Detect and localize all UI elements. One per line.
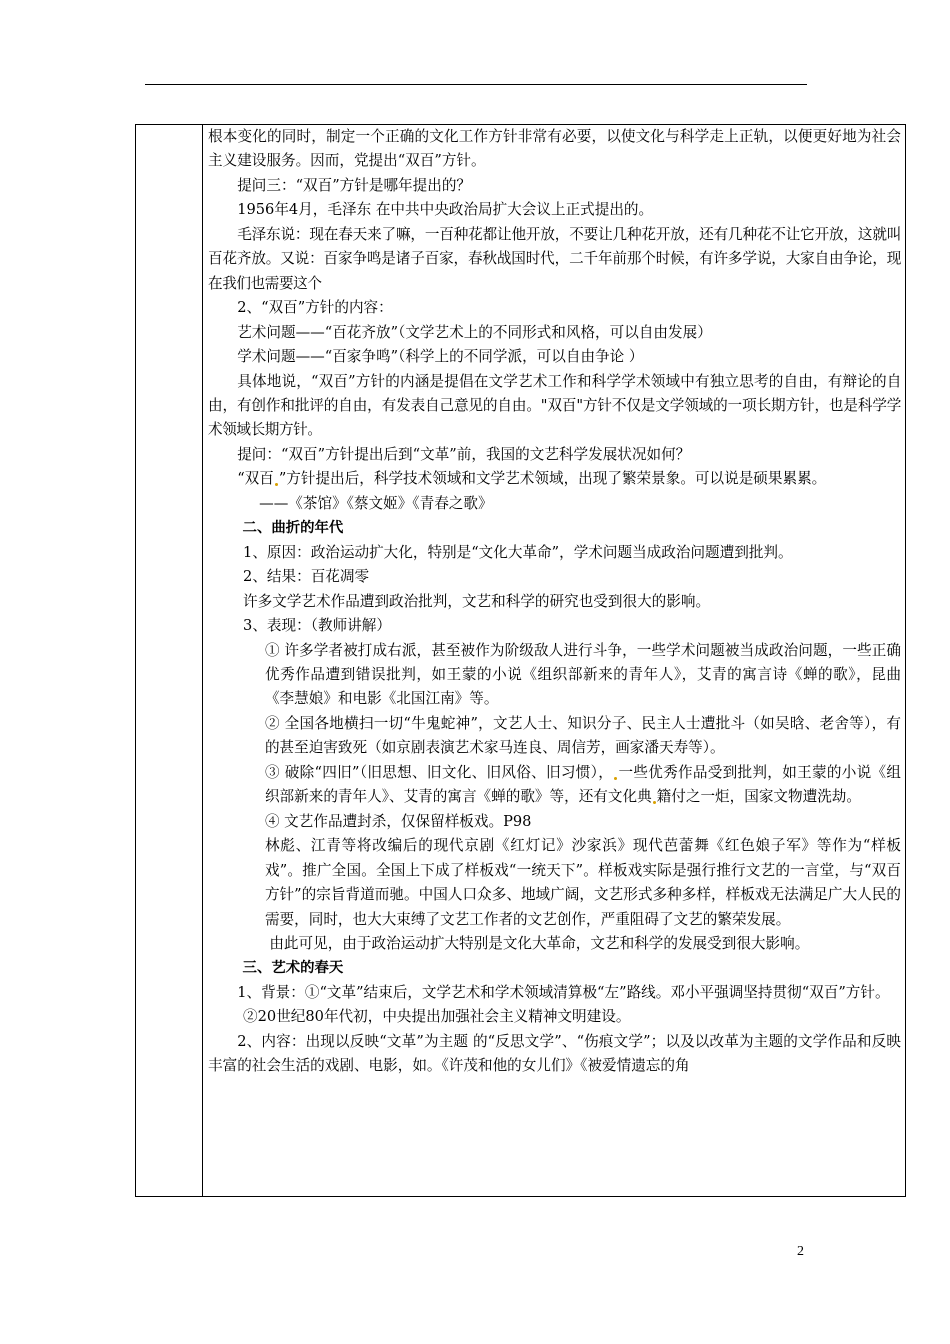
- paragraph: ②20世纪80年代初，中央提出加强社会主义精神文明建设。: [243, 1008, 631, 1026]
- paragraph: 2、结果：百花凋零: [243, 568, 370, 586]
- lesson-table: [135, 124, 906, 1197]
- text-fragment: ③ 破除“四旧”（旧思想、旧文化、旧风俗、旧习惯），: [264, 763, 614, 781]
- header-rule: [145, 84, 807, 85]
- detail-item: ② 全国各地横扫一切“牛鬼蛇神”，文艺人士、知识分子、民主人士遭批斗（如吴晗、老舍等），有的甚至迫害致死（如京剧表演艺术家马连良、周信芳，画家潘天寿等）。: [264, 714, 901, 757]
- lesson-content: [208, 125, 901, 1079]
- column-divider: [202, 125, 203, 1196]
- paragraph: 1、背景：①“文革”结束后，文学艺术和学术领域清算极“左”路线。邓小平强调坚持贯彻“双百”方针。: [237, 983, 890, 1001]
- works-list: ——《茶馆》《蔡文姬》《青春之歌》: [259, 494, 493, 512]
- subheading: 2、“双百”方针的内容：: [237, 299, 393, 317]
- section-heading: 二、曲折的年代: [242, 520, 344, 537]
- edit-mark-icon: [653, 801, 656, 804]
- conclusion: 由此可见，由于政治运动扩大特别是文化大革命，文艺和科学的发展受到很大影响。: [269, 934, 810, 952]
- text-fragment: 籍付之一炬，国家文物遭洗劫。: [656, 788, 861, 806]
- paragraph: 1、原因：政治运动扩大化，特别是“文化大革命”，学术问题当成政治问题遭到批判。: [243, 543, 793, 561]
- question: 提问：“双百”方针提出后到“文革”前，我国的文艺科学发展状况如何？: [237, 445, 691, 463]
- text-fragment: 一些优秀作品受到批判，如王蒙的小说《组织部新来的青年人》、艾青的寓言《蝉的歌》等，还有文化典: [264, 763, 901, 806]
- detail-item: [208, 761, 901, 810]
- question-three: 提问三：“双百”方针是哪年提出的？: [237, 176, 472, 194]
- paragraph: 2、内容：出现以反映“文革”为主题 的“反思文学”、“伤痕文学”；以及以改革为主题的文学作品和反映丰富的社会生活的戏剧、电影，如。《许茂和他的女儿们》《被爱情遗忘的角: [208, 1032, 901, 1075]
- paragraph: 具体地说，“双百”方针的内涵是提倡在文学艺术工作和科学学术领域中有独立思考的自由，有辩论的自由，有创作和批评的自由，有发表自己意见的自由。"双百"方针不仅是文学领域的一项长期方针，也是科学学术领域长期方针。: [208, 372, 901, 439]
- paragraph: 学术问题——“百家争鸣”（科学上的不同学派，可以自由争论 ）: [237, 348, 644, 366]
- section-heading: 三、艺术的春天: [242, 960, 344, 977]
- paragraph: 许多文学艺术作品遭到政治批判，文艺和科学的研究也受到很大的影响。: [243, 592, 711, 610]
- paragraph: 根本变化的同时，制定一个正确的文化工作方针非常有必要，以使文化与科学走上正轨，以便更好地为社会主义建设服务。因而，党提出“双百”方针。: [208, 128, 901, 170]
- edit-mark-icon: [275, 483, 278, 486]
- detail-item: ④ 文艺作品遭封杀，仅保留样板戏。P98: [264, 812, 532, 830]
- edit-mark-icon: [614, 777, 617, 780]
- paragraph: 3、表现：（教师讲解）: [243, 617, 391, 635]
- paragraph: [208, 467, 901, 491]
- paragraph: 艺术问题——“百花齐放”（文学艺术上的不同形式和风格，可以自由发展）: [237, 323, 712, 341]
- text-fragment: “双百: [237, 470, 274, 488]
- detail-item: ① 许多学者被打成右派，甚至被作为阶级敌人进行斗争，一些学术问题被当成政治问题，一些正确优秀作品遭到错误批判，如王蒙的小说《组织部新来的青年人》，艾青的寓言诗《蝉的歌》，昆曲《李慧娘》和电影《北国江南》等。: [264, 641, 901, 708]
- mao-quote: 毛泽东说：现在春天来了嘛，一百种花都让他开放，不要让几种花开放，还有几种花不让它开放，这就叫百花齐放。又说：百家争鸣是诸子百家，春秋战国时代，二千年前那个时候，有许多学说，大家自由争论，现在我们也需要这个: [208, 225, 901, 292]
- text-fragment: ”方针提出后，科学技术领域和文学艺术领域，出现了繁荣景象。可以说是硕果累累。: [278, 470, 827, 488]
- page-number: 2: [797, 1244, 804, 1259]
- detail-item: 林彪、江青等将改编后的现代京剧《红灯记》沙家浜》现代芭蕾舞《红色娘子军》等作为“样板戏”。推广全国。全国上下成了样板戏“一统天下”。样板戏实际是强行推行文艺的一言堂，与“双百方针”的宗旨背道而驰。中国人口众多、地域广阔，文艺形式多种多样，样板戏无法满足广大人民的需要，同时，也大大束缚了文艺工作者的文艺创作，严重阻碍了文艺的繁荣发展。: [264, 837, 901, 928]
- paragraph: 1956年4月，毛泽东 在中共中央政治局扩大会议上正式提出的。: [237, 201, 654, 219]
